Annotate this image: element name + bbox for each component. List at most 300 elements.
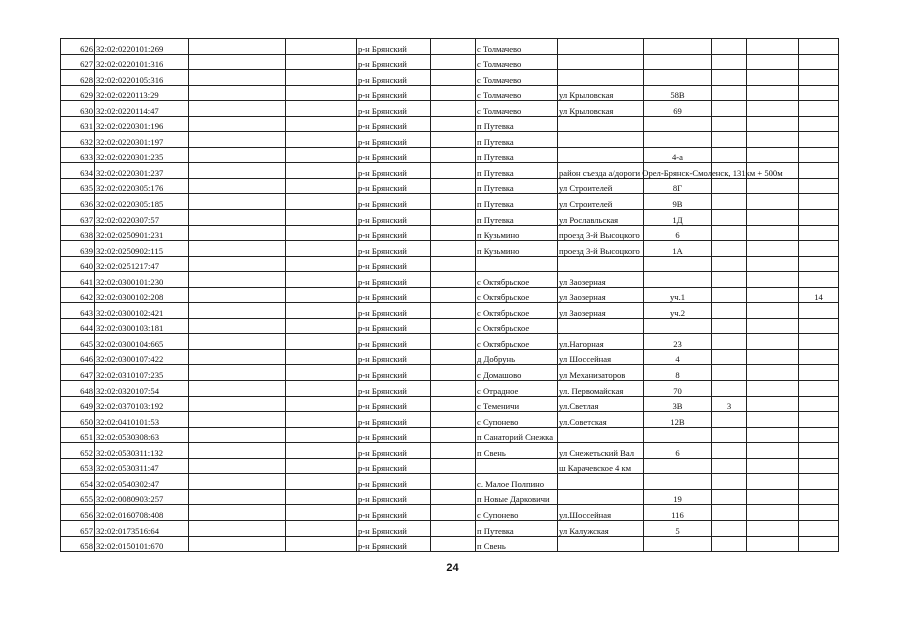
extra-cell [712, 443, 747, 459]
street-cell: ул Заозерная [558, 287, 644, 303]
locality-cell: п Путевка [476, 163, 558, 179]
house-cell [644, 54, 712, 70]
house-cell: 6 [644, 443, 712, 459]
row-number: 637 [61, 210, 95, 226]
street-cell [558, 427, 644, 443]
empty-cell [431, 489, 476, 505]
extra-cell [712, 318, 747, 334]
table-row [61, 147, 839, 163]
cadastral-number: 32:02:0300102:208 [95, 287, 189, 303]
district-cell: р-н Брянский [357, 365, 431, 381]
locality-cell: п Путевка [476, 116, 558, 132]
house-cell: 1Д [644, 210, 712, 226]
locality-cell: с Отрадное [476, 381, 558, 397]
extra-cell [712, 536, 747, 552]
extra-cell [712, 412, 747, 428]
district-cell: р-н Брянский [357, 303, 431, 319]
extra-cell [799, 334, 839, 350]
empty-cell [189, 474, 286, 490]
extra-cell [799, 365, 839, 381]
cadastral-number: 32:02:0370103:192 [95, 396, 189, 412]
table-row [61, 210, 839, 226]
empty-cell [286, 412, 357, 428]
empty-cell [431, 365, 476, 381]
extra-cell [712, 458, 747, 474]
extra-cell [799, 85, 839, 101]
district-cell: р-н Брянский [357, 427, 431, 443]
locality-cell: п Путевка [476, 147, 558, 163]
table-row [61, 349, 839, 365]
empty-cell [286, 178, 357, 194]
empty-cell [286, 458, 357, 474]
street-cell [558, 39, 644, 55]
empty-cell [747, 178, 799, 194]
empty-cell [747, 241, 799, 257]
table-row [61, 505, 839, 521]
table-row [61, 241, 839, 257]
empty-cell [286, 54, 357, 70]
street-cell: ул Снежетьский Вал [558, 443, 644, 459]
empty-cell [747, 147, 799, 163]
empty-cell [286, 505, 357, 521]
district-cell: р-н Брянский [357, 489, 431, 505]
house-cell [644, 116, 712, 132]
empty-cell [286, 489, 357, 505]
empty-cell [431, 39, 476, 55]
empty-cell [747, 256, 799, 272]
cadastral-number: 32:02:0530308:63 [95, 427, 189, 443]
cadastral-number: 32:02:0160708:408 [95, 505, 189, 521]
locality-cell: с Домашово [476, 365, 558, 381]
extra-cell [799, 225, 839, 241]
table-row [61, 458, 839, 474]
empty-cell [189, 303, 286, 319]
empty-cell [431, 334, 476, 350]
empty-cell [747, 396, 799, 412]
locality-cell: с Супонево [476, 505, 558, 521]
cadastral-number: 32:02:0300103:181 [95, 318, 189, 334]
empty-cell [431, 210, 476, 226]
register-table-body [61, 39, 839, 552]
house-cell: 69 [644, 101, 712, 117]
table-row [61, 101, 839, 117]
empty-cell [286, 365, 357, 381]
empty-cell [747, 365, 799, 381]
extra-cell: 3 [712, 396, 747, 412]
extra-cell [799, 178, 839, 194]
row-number: 628 [61, 70, 95, 86]
house-cell: 3В [644, 396, 712, 412]
empty-cell [431, 520, 476, 536]
empty-cell [747, 194, 799, 210]
empty-cell [286, 101, 357, 117]
row-number: 626 [61, 39, 95, 55]
extra-cell [799, 39, 839, 55]
empty-cell [431, 287, 476, 303]
table-row [61, 318, 839, 334]
locality-cell: с Толмачево [476, 101, 558, 117]
empty-cell [431, 194, 476, 210]
district-cell: р-н Брянский [357, 210, 431, 226]
empty-cell [286, 163, 357, 179]
row-number: 639 [61, 241, 95, 257]
row-number: 646 [61, 349, 95, 365]
row-number: 643 [61, 303, 95, 319]
empty-cell [286, 132, 357, 148]
extra-cell [799, 520, 839, 536]
empty-cell [431, 101, 476, 117]
empty-cell [431, 412, 476, 428]
house-cell [644, 272, 712, 288]
empty-cell [431, 116, 476, 132]
district-cell: р-н Брянский [357, 256, 431, 272]
row-number: 632 [61, 132, 95, 148]
row-number: 638 [61, 225, 95, 241]
cadastral-number: 32:02:0220305:185 [95, 194, 189, 210]
empty-cell [747, 412, 799, 428]
cadastral-number: 32:02:0300101:230 [95, 272, 189, 288]
district-cell: р-н Брянский [357, 194, 431, 210]
house-cell [644, 458, 712, 474]
empty-cell [286, 147, 357, 163]
empty-cell [747, 349, 799, 365]
extra-cell [799, 210, 839, 226]
locality-cell: с Октябрьское [476, 272, 558, 288]
street-cell: ул Шоссейная [558, 349, 644, 365]
empty-cell [431, 163, 476, 179]
empty-cell [747, 443, 799, 459]
extra-cell [799, 474, 839, 490]
table-row [61, 427, 839, 443]
cadastral-number: 32:02:0530311:132 [95, 443, 189, 459]
extra-cell [799, 489, 839, 505]
empty-cell [286, 85, 357, 101]
extra-cell [712, 427, 747, 443]
street-cell: ш Карачевское 4 км [558, 458, 644, 474]
empty-cell [747, 520, 799, 536]
cadastral-number: 32:02:0310107:235 [95, 365, 189, 381]
row-number: 641 [61, 272, 95, 288]
extra-cell [799, 241, 839, 257]
locality-cell: с Толмачево [476, 85, 558, 101]
row-number: 648 [61, 381, 95, 397]
locality-cell [476, 458, 558, 474]
extra-cell [799, 349, 839, 365]
empty-cell [189, 241, 286, 257]
empty-cell [286, 536, 357, 552]
house-cell: 58В [644, 85, 712, 101]
cadastral-number: 32:02:0080903:257 [95, 489, 189, 505]
locality-cell: с Октябрьское [476, 287, 558, 303]
row-number: 642 [61, 287, 95, 303]
row-number: 630 [61, 101, 95, 117]
extra-cell [799, 458, 839, 474]
table-row [61, 70, 839, 86]
district-cell: р-н Брянский [357, 349, 431, 365]
row-number: 631 [61, 116, 95, 132]
district-cell: р-н Брянский [357, 85, 431, 101]
empty-cell [431, 85, 476, 101]
empty-cell [189, 101, 286, 117]
empty-cell [286, 194, 357, 210]
table-row [61, 54, 839, 70]
extra-cell [799, 381, 839, 397]
locality-cell: с Октябрьское [476, 334, 558, 350]
house-cell: 12В [644, 412, 712, 428]
table-row [61, 287, 839, 303]
row-number: 640 [61, 256, 95, 272]
cadastral-number: 32:02:0150101:670 [95, 536, 189, 552]
cadastral-number: 32:02:0250902:115 [95, 241, 189, 257]
empty-cell [189, 225, 286, 241]
empty-cell [747, 505, 799, 521]
locality-cell: п Новые Дарковичи [476, 489, 558, 505]
extra-cell [712, 101, 747, 117]
house-cell [644, 318, 712, 334]
extra-cell [799, 303, 839, 319]
extra-cell [712, 85, 747, 101]
register-table [60, 38, 839, 552]
street-cell: ул Механизаторов [558, 365, 644, 381]
street-cell [558, 132, 644, 148]
empty-cell [189, 116, 286, 132]
locality-cell: п Кузьмино [476, 241, 558, 257]
extra-cell [712, 210, 747, 226]
empty-cell [286, 210, 357, 226]
empty-cell [747, 210, 799, 226]
extra-cell [799, 132, 839, 148]
row-number: 633 [61, 147, 95, 163]
cadastral-number: 32:02:0220101:269 [95, 39, 189, 55]
house-cell: 70 [644, 381, 712, 397]
empty-cell [431, 536, 476, 552]
table-row [61, 365, 839, 381]
empty-cell [431, 54, 476, 70]
street-cell: ул Заозерная [558, 303, 644, 319]
cadastral-number: 32:02:0220305:176 [95, 178, 189, 194]
table-row [61, 225, 839, 241]
cadastral-number: 32:02:0540302:47 [95, 474, 189, 490]
empty-cell [747, 458, 799, 474]
house-cell: 116 [644, 505, 712, 521]
empty-cell [189, 132, 286, 148]
row-number: 650 [61, 412, 95, 428]
empty-cell [286, 318, 357, 334]
street-cell: ул. Первомайская [558, 381, 644, 397]
table-row [61, 178, 839, 194]
district-cell: р-н Брянский [357, 147, 431, 163]
extra-cell [712, 381, 747, 397]
extra-cell [712, 520, 747, 536]
empty-cell [189, 412, 286, 428]
street-cell [558, 489, 644, 505]
empty-cell [431, 427, 476, 443]
street-cell: ул Строителей [558, 194, 644, 210]
empty-cell [189, 427, 286, 443]
house-cell: 9В [644, 194, 712, 210]
table-row [61, 536, 839, 552]
house-cell: уч.1 [644, 287, 712, 303]
table-row [61, 163, 839, 179]
empty-cell [189, 381, 286, 397]
row-number: 629 [61, 85, 95, 101]
cadastral-number: 32:02:0250901:231 [95, 225, 189, 241]
house-cell [644, 132, 712, 148]
house-cell [644, 39, 712, 55]
extra-cell [712, 194, 747, 210]
extra-cell [712, 39, 747, 55]
cadastral-number: 32:02:0220301:197 [95, 132, 189, 148]
row-number: 653 [61, 458, 95, 474]
district-cell: р-н Брянский [357, 54, 431, 70]
extra-cell [799, 163, 839, 179]
extra-cell [712, 132, 747, 148]
extra-cell [712, 70, 747, 86]
cadastral-number: 32:02:0320107:54 [95, 381, 189, 397]
extra-cell [712, 116, 747, 132]
empty-cell [189, 334, 286, 350]
extra-cell [712, 505, 747, 521]
empty-cell [431, 474, 476, 490]
empty-cell [189, 458, 286, 474]
empty-cell [189, 178, 286, 194]
empty-cell [189, 443, 286, 459]
empty-cell [431, 225, 476, 241]
extra-cell [712, 474, 747, 490]
empty-cell [747, 272, 799, 288]
empty-cell [747, 132, 799, 148]
locality-cell: с Октябрьское [476, 318, 558, 334]
district-cell: р-н Брянский [357, 225, 431, 241]
street-cell [558, 70, 644, 86]
locality-cell: п Санаторий Снежка [476, 427, 558, 443]
extra-cell [712, 365, 747, 381]
extra-cell [712, 334, 747, 350]
empty-cell [286, 349, 357, 365]
row-number: 647 [61, 365, 95, 381]
empty-cell [286, 287, 357, 303]
empty-cell [431, 396, 476, 412]
empty-cell [431, 303, 476, 319]
row-number: 635 [61, 178, 95, 194]
empty-cell [431, 381, 476, 397]
extra-cell [799, 396, 839, 412]
street-cell: ул Заозерная [558, 272, 644, 288]
cadastral-number: 32:02:0220114:47 [95, 101, 189, 117]
cadastral-number: 32:02:0220113:29 [95, 85, 189, 101]
house-cell [644, 427, 712, 443]
empty-cell [431, 272, 476, 288]
district-cell: р-н Брянский [357, 132, 431, 148]
locality-cell: с Толмачево [476, 39, 558, 55]
house-cell [644, 536, 712, 552]
cadastral-number: 32:02:0220105:316 [95, 70, 189, 86]
street-cell: ул Рославльская [558, 210, 644, 226]
row-number: 656 [61, 505, 95, 521]
street-cell: ул Строителей [558, 178, 644, 194]
district-cell: р-н Брянский [357, 287, 431, 303]
locality-cell: с Теменичи [476, 396, 558, 412]
empty-cell [747, 116, 799, 132]
district-cell: р-н Брянский [357, 272, 431, 288]
empty-cell [189, 318, 286, 334]
empty-cell [747, 70, 799, 86]
street-cell [558, 54, 644, 70]
district-cell: р-н Брянский [357, 412, 431, 428]
empty-cell [431, 256, 476, 272]
table-row [61, 489, 839, 505]
district-cell: р-н Брянский [357, 241, 431, 257]
empty-cell [431, 349, 476, 365]
row-number: 645 [61, 334, 95, 350]
table-row [61, 194, 839, 210]
empty-cell [286, 427, 357, 443]
table-row [61, 334, 839, 350]
empty-cell [189, 85, 286, 101]
row-number: 651 [61, 427, 95, 443]
house-cell: 19 [644, 489, 712, 505]
row-number: 627 [61, 54, 95, 70]
district-cell: р-н Брянский [357, 443, 431, 459]
row-number: 636 [61, 194, 95, 210]
extra-cell [799, 318, 839, 334]
street-cell: ул Калужская [558, 520, 644, 536]
cadastral-number: 32:02:0173516:64 [95, 520, 189, 536]
extra-cell [712, 54, 747, 70]
extra-cell [712, 178, 747, 194]
empty-cell [286, 39, 357, 55]
empty-cell [747, 101, 799, 117]
table-row [61, 474, 839, 490]
empty-cell [747, 427, 799, 443]
empty-cell [189, 489, 286, 505]
street-cell [558, 318, 644, 334]
cadastral-number: 32:02:0300102:421 [95, 303, 189, 319]
row-number: 644 [61, 318, 95, 334]
empty-cell [431, 458, 476, 474]
extra-cell [712, 489, 747, 505]
extra-cell [712, 303, 747, 319]
empty-cell [747, 536, 799, 552]
locality-cell: с Октябрьское [476, 303, 558, 319]
empty-cell [189, 194, 286, 210]
empty-cell [286, 303, 357, 319]
extra-cell [799, 272, 839, 288]
cadastral-number: 32:02:0251217:47 [95, 256, 189, 272]
table-row [61, 520, 839, 536]
house-cell: 6 [644, 225, 712, 241]
locality-cell [476, 256, 558, 272]
row-number: 654 [61, 474, 95, 490]
row-number: 657 [61, 520, 95, 536]
district-cell: р-н Брянский [357, 101, 431, 117]
empty-cell [286, 116, 357, 132]
district-cell: р-н Брянский [357, 536, 431, 552]
district-cell: р-н Брянский [357, 70, 431, 86]
extra-cell [712, 349, 747, 365]
district-cell: р-н Брянский [357, 520, 431, 536]
row-number: 649 [61, 396, 95, 412]
empty-cell [747, 85, 799, 101]
empty-cell [189, 210, 286, 226]
extra-cell [799, 194, 839, 210]
street-cell: ул Крыловская [558, 85, 644, 101]
locality-cell: п Путевка [476, 132, 558, 148]
empty-cell [189, 256, 286, 272]
house-cell: 5 [644, 520, 712, 536]
locality-cell: п Путевка [476, 520, 558, 536]
row-number: 655 [61, 489, 95, 505]
